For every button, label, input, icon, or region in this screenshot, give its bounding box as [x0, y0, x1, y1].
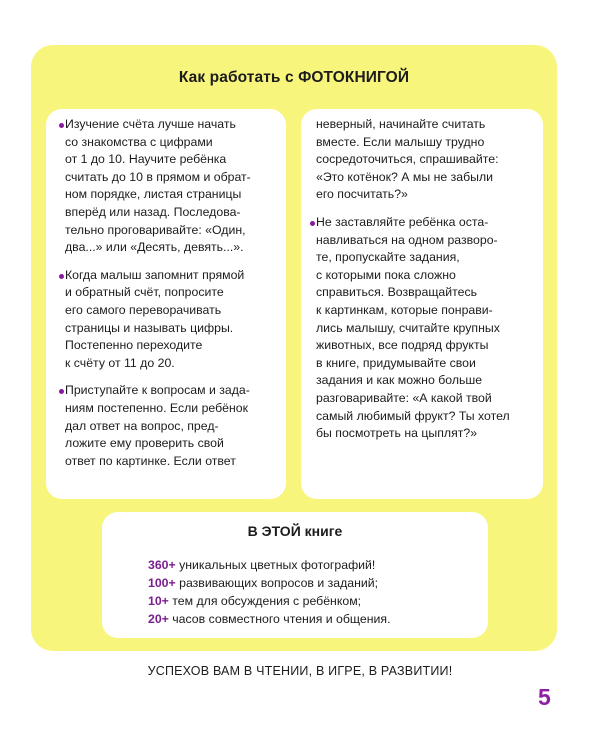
text-line: со знакомства с цифрами	[65, 134, 213, 149]
page-number: 5	[538, 684, 551, 710]
paragraph	[65, 116, 283, 257]
left-column-text	[65, 116, 283, 480]
text-line: два...» или «Десять, девять...».	[65, 240, 244, 255]
text-line: Не заставляйте ребёнка оста-	[316, 214, 489, 229]
text-line: и обратный счёт, попросите	[65, 285, 224, 300]
book-info-title: В ЭТОЙ книге	[247, 523, 343, 539]
text-line: к счёту от 11 до 20.	[65, 355, 175, 370]
stat-text: уникальных цветных фотографий!	[175, 558, 376, 572]
stat-row	[148, 574, 391, 592]
text-line: самый любимый фрукт? Ты хотел	[316, 408, 510, 423]
text-line: вместе. Если малышу трудно	[316, 134, 485, 149]
text-line: тельно проговаривайте: «Один,	[65, 222, 246, 237]
stat-number: 10+	[148, 594, 169, 608]
text-line: с которыми пока сложно	[316, 267, 456, 282]
text-line: лись малышу, считайте крупных	[316, 320, 500, 335]
paragraph	[316, 214, 538, 443]
stat-row	[148, 592, 391, 610]
text-line: ном порядке, листая страницы	[65, 187, 242, 202]
text-line: Приступайте к вопросам и зада-	[65, 383, 250, 398]
text-line: разговаривайте: «А какой твой	[316, 390, 492, 405]
text-line: считать до 10 в прямом и обрат-	[65, 169, 251, 184]
text-line: ответ по картинке. Если ответ	[65, 453, 236, 468]
text-line: неверный, начинайте считать	[316, 117, 486, 131]
left-text-card	[46, 109, 286, 499]
stat-text: часов совместного чтения и общения.	[168, 612, 391, 626]
text-line: Постепенно переходите	[65, 338, 203, 353]
text-line: ложите ему проверить свой	[65, 436, 224, 451]
text-line: задания и как можно больше	[316, 373, 483, 388]
text-line: навливаться на одном разворо-	[316, 232, 498, 247]
text-line: ниям постепенно. Если ребёнок	[65, 400, 249, 415]
text-line: страницы и называть цифры.	[65, 320, 234, 335]
right-text-card	[301, 109, 543, 499]
text-line: «Это котёнок? А мы не забыли	[316, 169, 494, 184]
footer-wish: УСПЕХОВ ВАМ В ЧТЕНИИ, В ИГРЕ, В РАЗВИТИИ!	[147, 664, 453, 678]
text-line: Изучение счёта лучше начать	[65, 117, 236, 131]
text-line: в книге, придумывайте свои	[316, 355, 476, 370]
paragraph	[65, 267, 283, 373]
bullet-dot-icon	[59, 123, 64, 128]
book-info-card	[102, 512, 488, 638]
text-line: животных, все подряд фрукты	[316, 338, 489, 353]
text-line: те, пропускайте задания,	[316, 250, 460, 265]
panel-title: Как работать с ФОТОКНИГОЙ	[178, 69, 410, 86]
text-line: вперёд или назад. Последова-	[65, 204, 241, 219]
bullet-dot-icon	[310, 221, 315, 226]
bullet-dot-icon	[59, 274, 64, 279]
text-line: дал ответ на вопрос, пред-	[65, 418, 219, 433]
stat-row	[148, 556, 391, 574]
stat-number: 100+	[148, 576, 176, 590]
bullet-dot-icon	[59, 389, 64, 394]
text-line: его посчитать?»	[316, 187, 408, 202]
stat-text: развивающих вопросов и заданий;	[175, 576, 379, 590]
paragraph	[316, 116, 538, 204]
text-line: к картинкам, которые понрави-	[316, 302, 493, 317]
stat-number: 360+	[148, 558, 176, 572]
instructions-panel	[31, 45, 557, 651]
text-line: сосредоточиться, спрашивайте:	[316, 152, 499, 167]
text-line: справиться. Возвращайтесь	[316, 285, 478, 300]
text-line: его самого переворачивать	[65, 302, 222, 317]
paragraph	[65, 382, 283, 470]
stat-row	[148, 610, 391, 628]
text-line: бы посмотреть на цыплят?»	[316, 426, 478, 441]
right-column-text	[316, 116, 538, 453]
book-stats-list	[148, 556, 391, 628]
text-line: Когда малыш запомнит прямой	[65, 267, 245, 282]
stat-text: тем для обсуждения с ребёнком;	[168, 594, 362, 608]
text-line: от 1 до 10. Научите ребёнка	[65, 152, 227, 167]
stat-number: 20+	[148, 612, 169, 626]
